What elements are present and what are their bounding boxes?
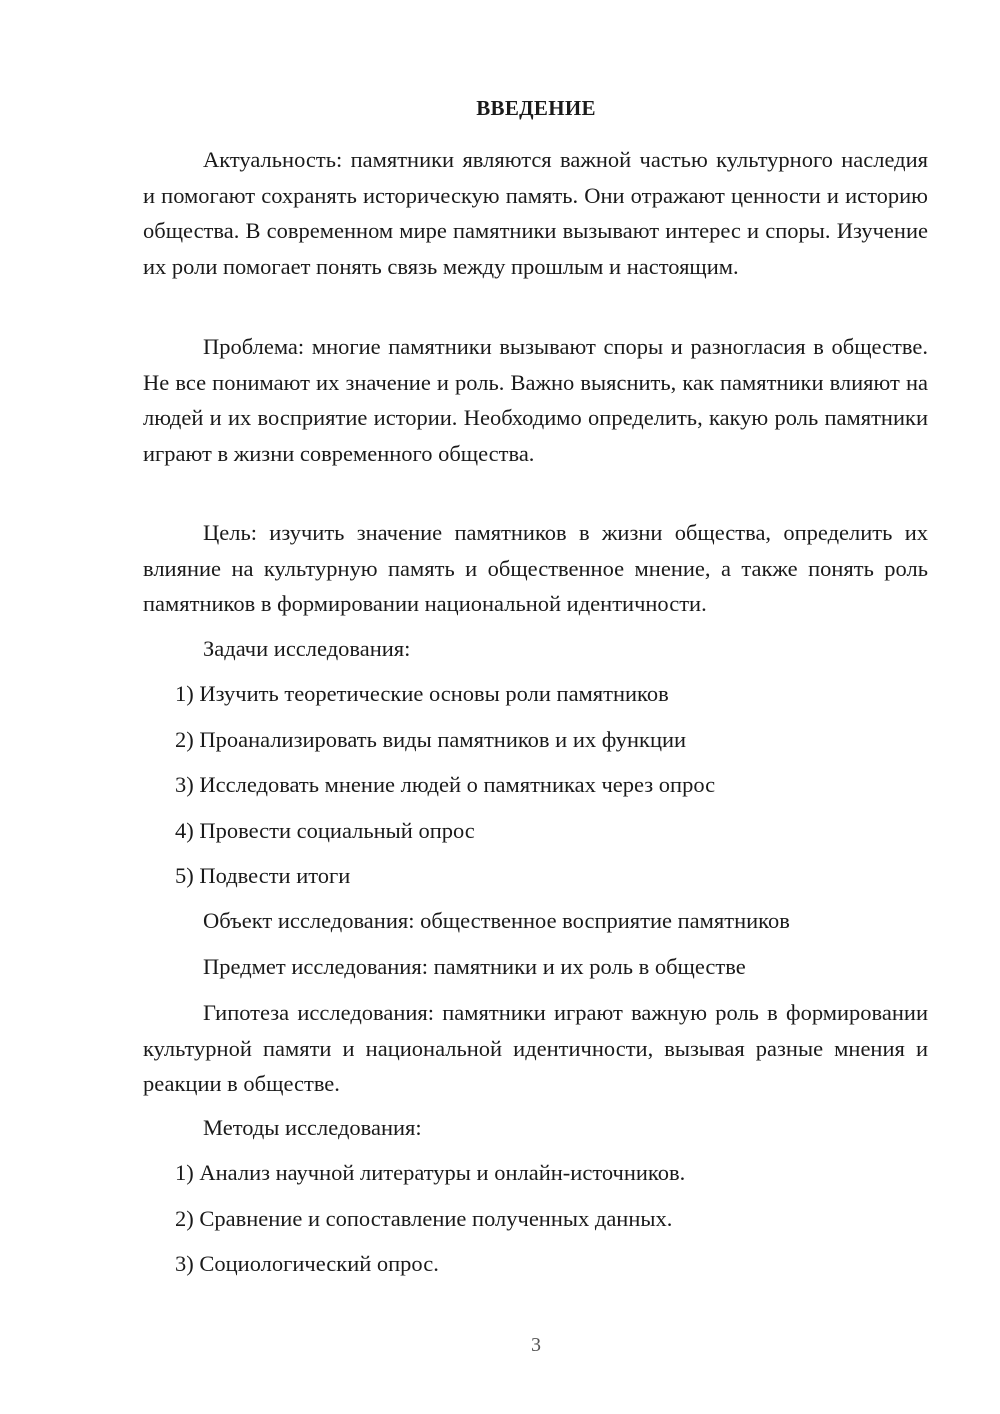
method-item: 2) Сравнение и сопоставление полученных данных. xyxy=(175,1206,673,1231)
task-item: 2) Проанализировать виды памятников и их функции xyxy=(175,727,687,752)
task-item: 1) Изучить теоретические основы роли памятников xyxy=(175,681,669,706)
tasks-title: Задачи исследования: xyxy=(203,636,411,661)
hypothesis-paragraph: Гипотеза исследования: памятники играют важную роль в формировании культурной памяти и национальной идентичности, вызывая разные мнения и реакции в обществе. xyxy=(143,1000,928,1096)
task-item: 5) Подвести итоги xyxy=(175,863,351,888)
method-item: 1) Анализ научной литературы и онлайн-источников. xyxy=(175,1160,686,1185)
problem-paragraph: Проблема: многие памятники вызывают споры и разногласия в обществе. Не все понимают их значение и роль. Важно выяснить, как памятники влияют на людей и их восприятие истории. Необходимо определить, какую роль памятники играют в жизни современного общества. xyxy=(143,334,928,466)
task-item: 4) Провести социальный опрос xyxy=(175,818,475,843)
methods-title: Методы исследования: xyxy=(203,1115,422,1140)
page-number: 3 xyxy=(531,1334,541,1356)
relevance-paragraph: Актуальность: памятники являются важной частью культурного наследия и помогают сохранять историческую память. Они отражают ценности и историю общества. В современном мире памятники вызывают интерес и споры. Изучение их роли помогает понять связь между прошлым и настоящим. xyxy=(143,147,928,279)
object-paragraph: Объект исследования: общественное восприятие памятников xyxy=(203,908,790,933)
task-item: 3) Исследовать мнение людей о памятниках через опрос xyxy=(175,772,716,797)
subject-paragraph: Предмет исследования: памятники и их роль в обществе xyxy=(203,954,746,979)
section-heading: ВВЕДЕНИЕ xyxy=(476,96,596,120)
goal-paragraph: Цель: изучить значение памятников в жизни общества, определить их влияние на культурную память и общественное мнение, а также понять роль памятников в формировании национальной идентичности. xyxy=(143,520,928,616)
method-item: 3) Социологический опрос. xyxy=(175,1251,439,1276)
